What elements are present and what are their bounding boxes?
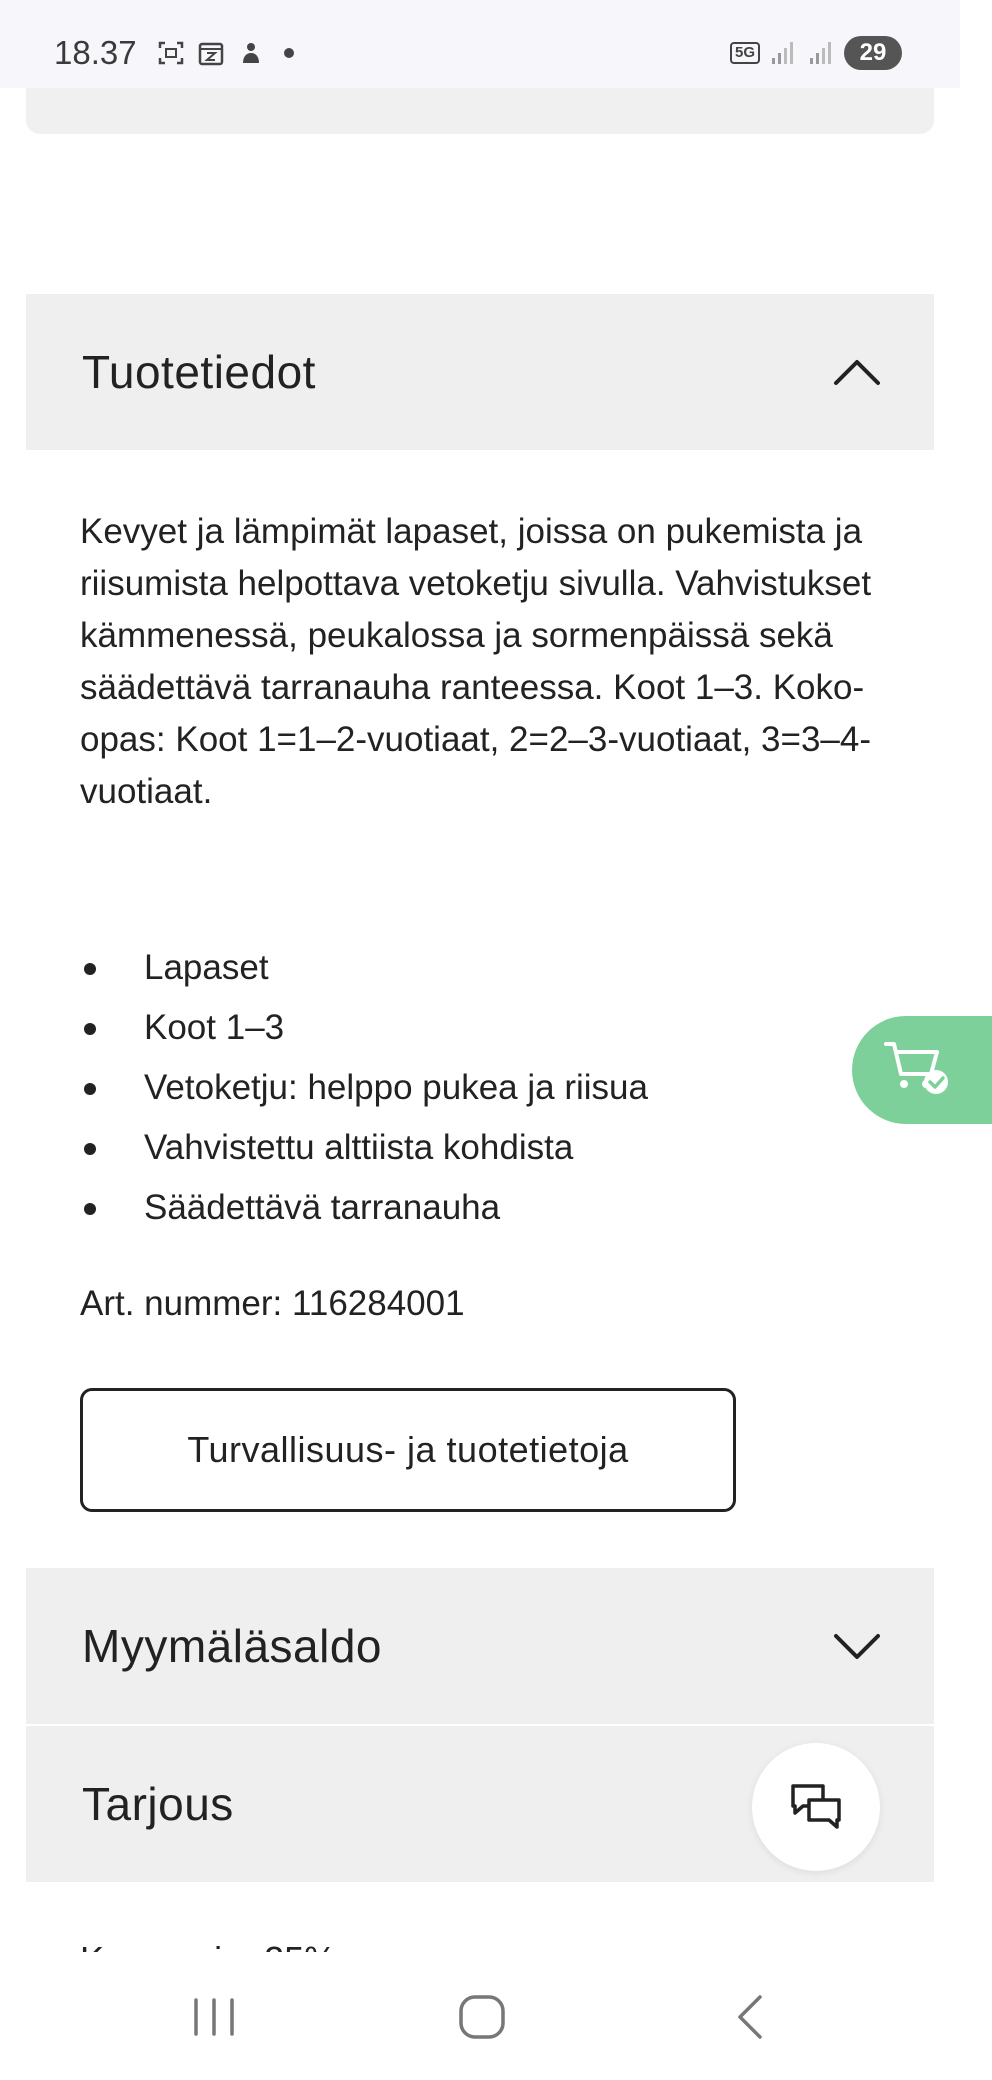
- safety-info-button[interactable]: Turvallisuus- ja tuotetietoja: [80, 1388, 736, 1512]
- chat-bubbles-icon: [787, 1780, 845, 1834]
- status-bar: [0, 0, 960, 88]
- list-item: Säädettävä tarranauha: [80, 1178, 648, 1238]
- list-item: Vahvistettu alttiista kohdista: [80, 1118, 648, 1178]
- system-nav-bar: [0, 1952, 960, 2080]
- signal-icon-2: [806, 38, 836, 68]
- product-description: Kevyet ja lämpimät lapaset, joissa on pukemista ja riisumista helpottava vetoketju sivulla. Vahvistukset kämmenessä, peukalossa ja sormenpäissä sekä säädettävä tarranauha ranteessa. Koot 1–3. Koko-opas: Koot 1=1–2-vuotiaat, 2=2–3-vuotiaat, 3=3–4-vuotiaat.: [80, 512, 872, 811]
- battery-indicator: 29: [844, 36, 902, 70]
- network-type-icon: 5G: [730, 42, 760, 64]
- chevron-up-icon: [832, 357, 882, 387]
- more-notifications-dot: [284, 48, 294, 58]
- list-item: Koot 1–3: [80, 998, 648, 1058]
- cart-button[interactable]: [852, 1016, 992, 1124]
- product-info-title: Tuotetiedot: [82, 346, 316, 398]
- article-number: Art. nummer: 116284001: [80, 1284, 465, 1323]
- feature-list: [80, 938, 648, 1238]
- notification-icons: [156, 38, 294, 68]
- status-time: 18.37: [54, 34, 137, 71]
- chevron-down-icon: [832, 1631, 882, 1661]
- chat-button[interactable]: [752, 1743, 880, 1871]
- list-item: Lapaset: [80, 938, 648, 998]
- screenshot-icon: [156, 38, 186, 68]
- signal-icon: [768, 38, 798, 68]
- store-stock-title: Myymäläsaldo: [82, 1620, 382, 1672]
- recent-apps-icon[interactable]: [184, 1992, 244, 2042]
- store-stock-header[interactable]: [26, 1568, 934, 1724]
- app-notification-icon: [236, 38, 266, 68]
- offer-title: Tarjous: [82, 1778, 234, 1830]
- list-item: Vetoketju: helppo pukea ja riisua: [80, 1058, 648, 1118]
- back-icon[interactable]: [722, 1992, 782, 2042]
- product-info-header[interactable]: [26, 294, 934, 450]
- home-icon[interactable]: [452, 1992, 512, 2042]
- calendar-icon: [196, 38, 226, 68]
- cart-check-icon: [882, 1038, 952, 1098]
- system-status: [730, 36, 902, 70]
